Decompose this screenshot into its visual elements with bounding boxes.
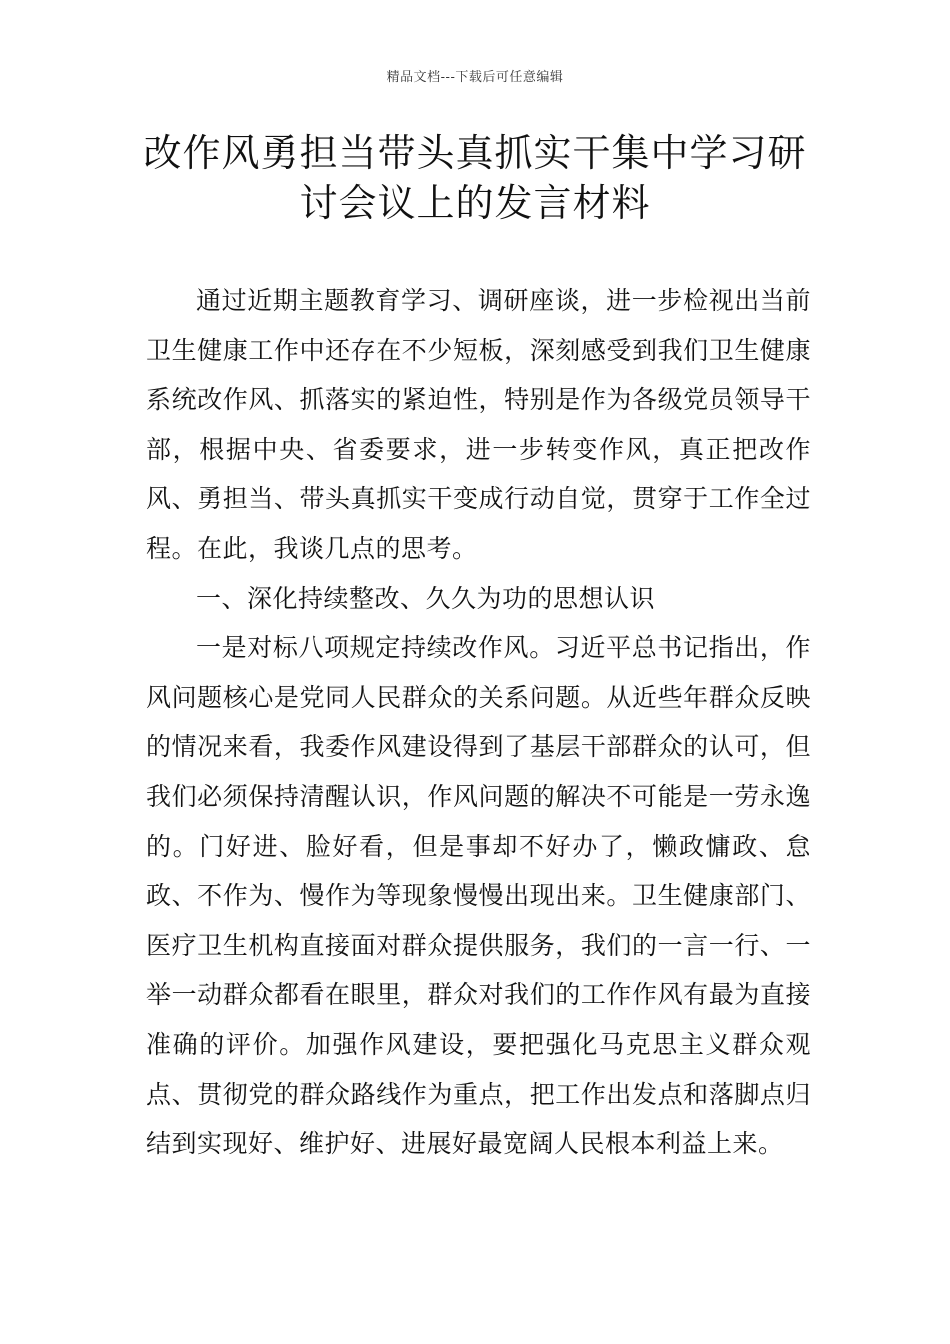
section-heading-1: 一、深化持续整改、久久为功的思想认识	[196, 583, 656, 613]
header-note: 精品文档---下载后可任意编辑	[386, 70, 564, 85]
body-paragraph-1: 一是对标八项规定持续改作风。习近平总书记指出，作风问题核心是党同人民群众的关系问题。从近些年群众反映的情况来看，我委作风建设得到了基层干部群众的认可，但我们必须保持清醒认识，作风问题的解决不可能是一劳永逸的。门好进、脸好看，但是事却不好办了，懒政慵政、怠政、不作为、慢作为等现象慢慢出现出来。卫生健康部门、医疗卫生机构直接面对群众提供服务，我们的一言一行、一举一动群众都看在眼里，群众对我们的工作作风有最为直接准确的评价。加强作风建设，要把强化马克思主义群众观点、贯彻党的群众路线作为重点，把工作出发点和落脚点归结到实现好、维护好、进展好最宽阔人民根本利益上来。	[146, 633, 811, 1159]
intro-paragraph: 通过近期主题教育学习、调研座谈，进一步检视出当前卫生健康工作中还存在不少短板，深刻感受到我们卫生健康系统改作风、抓落实的紧迫性，特别是作为各级党员领导干部，根据中央、省委要求，进一步转变作风，真正把改作风、勇担当、带头真抓实干变成行动自觉，贯穿于工作全过程。在此，我谈几点的思考。	[146, 286, 811, 563]
document-body	[146, 276, 811, 1169]
document-title: 改作风勇担当带头真抓实干集中学习研讨会议上的发言材料	[143, 131, 807, 225]
